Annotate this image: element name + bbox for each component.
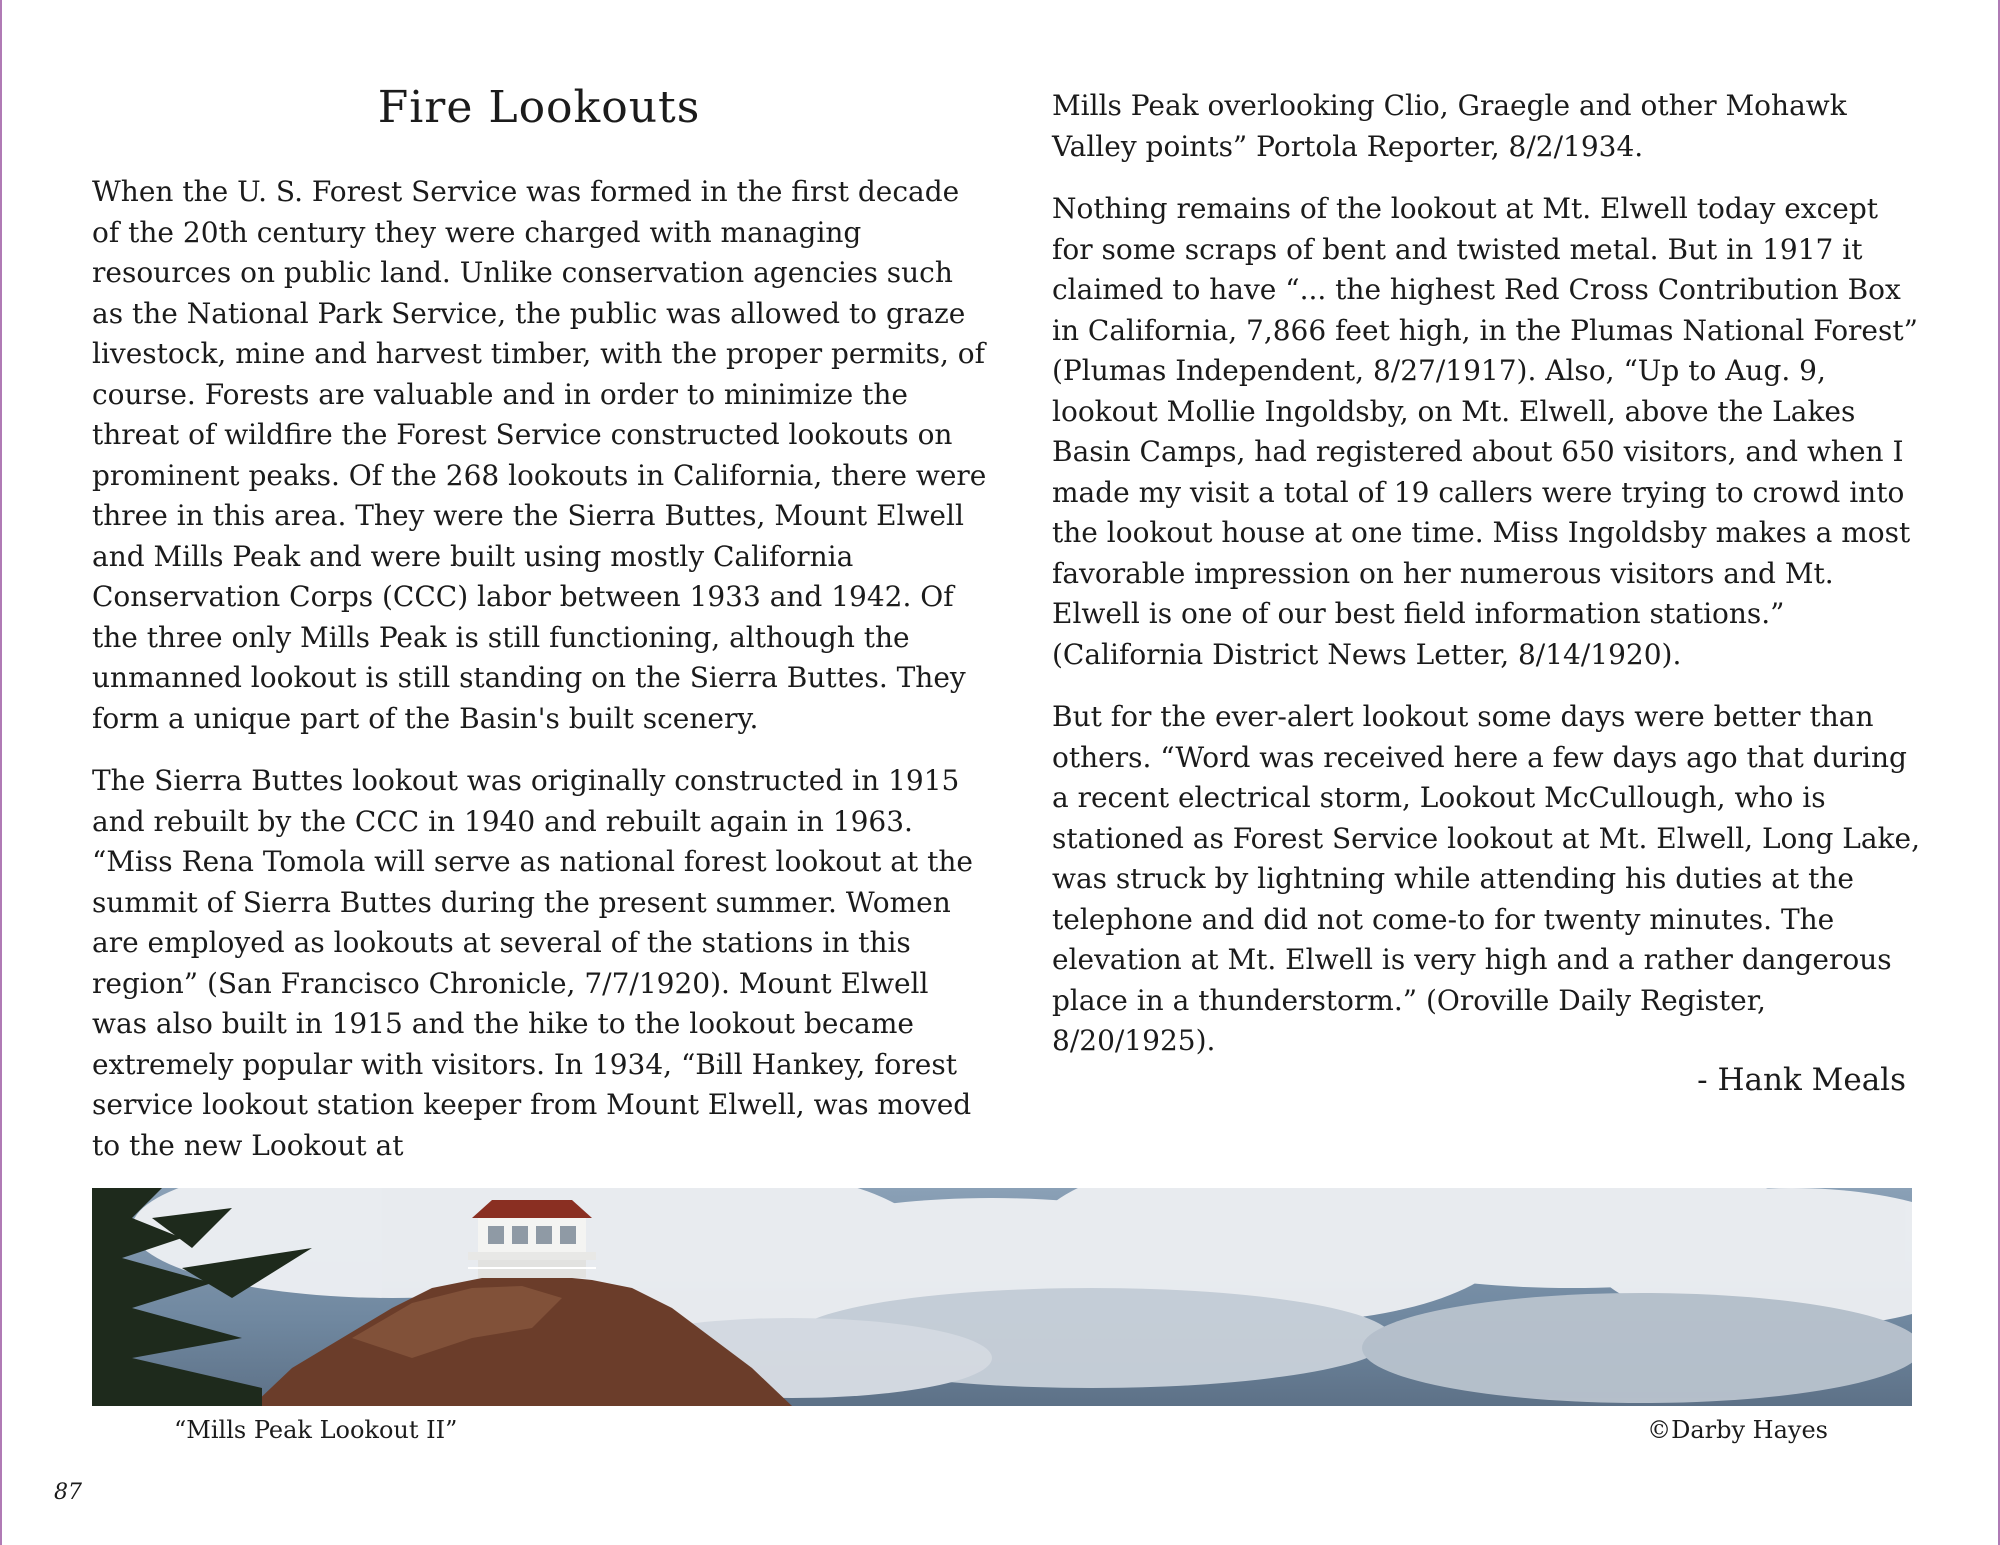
paragraph-forest-service: When the U. S. Forest Service was formed in the first decade of the 20th century they were charged with managing resources on public land. Unlike conservation agencies such as the National Park Service, the public was allowed to graze livestock, mine and harvest timber, with the proper permits, of course. Forests are valuable and in order to minimize the threat of wildfire the Forest Service constructed lookouts on prominent peaks. Of the 268 lookouts in California, there were three in this area. They were the Sierra Buttes, Mount Elwell and Mills Peak and were built using mostly California Conservation Corps (CCC) labor between 1933 and 1942. Of the three only Mills Peak is still functioning, although the unmanned lookout is still standing on the Sierra Buttes. They form a unique part of the Basin's built scenery. — [92, 175, 987, 735]
left-text-column — [92, 172, 992, 1188]
author-signature: - Hank Meals — [1697, 1062, 1906, 1098]
page-number: 87 — [54, 1480, 82, 1505]
page-title: Fire Lookouts — [377, 82, 701, 133]
paragraph-lightning: But for the ever-alert lookout some days were better than others. “Word was received here a few days ago that during a recent electrical storm, Lookout McCullough, who is stationed as Forest Service lookout at Mt. Elwell, Long Lake, was struck by lightning while attending his duties at the telephone and did not come-to for twenty minutes. The elevation at Mt. Elwell is very high and a rather dangerous place in a thunderstorm.” (Oroville Daily Register, 8/20/1925). — [1052, 700, 1920, 1057]
lookout-photo-illustration — [92, 1188, 1912, 1406]
photo-credit: ©Darby Hayes — [1647, 1416, 1828, 1444]
paragraph-mills-peak-continued: Mills Peak overlooking Clio, Graegle and other Mohawk Valley points” Portola Reporter, 8/2/1934. — [1052, 89, 1847, 163]
lookout-photo — [92, 1188, 1912, 1406]
lookout-tower — [468, 1200, 596, 1278]
paragraph-sierra-buttes: The Sierra Buttes lookout was originally constructed in 1915 and rebuilt by the CCC in 1940 and rebuilt again in 1963. “Miss Rena Tomola will serve as national forest lookout at the summit of Sierra Buttes during the present summer. Women are employed as lookouts at several of the stations in this region” (San Francisco Chronicle, 7/7/1920). Mount Elwell was also built in 1915 and the hike to the lookout became extremely popular with visitors. In 1934, “Bill Hankey, forest service lookout station keeper from Mount Elwell, was moved to the new Lookout at — [92, 764, 973, 1162]
right-text-column — [1052, 86, 1922, 1084]
photo-caption: “Mills Peak Lookout II” — [174, 1416, 458, 1444]
paragraph-mt-elwell: Nothing remains of the lookout at Mt. Elwell today except for some scraps of bent and twisted metal. But in 1917 it claimed to have “... the highest Red Cross Contribution Box in California, 7,866 feet high, in the Plumas National Forest” (Plumas Independent, 8/27/1917). Also, “Up to Aug. 9, lookout Mollie Ingoldsby, on Mt. Elwell, above the Lakes Basin Camps, had registered about 650 visitors, and when I made my visit a total of 19 callers were trying to crowd into the lookout house at one time. Miss Ingoldsby makes a most favorable impression on her numerous visitors and Mt. Elwell is one of our best field information stations.” (California District News Letter, 8/14/1920). — [1052, 192, 1918, 671]
